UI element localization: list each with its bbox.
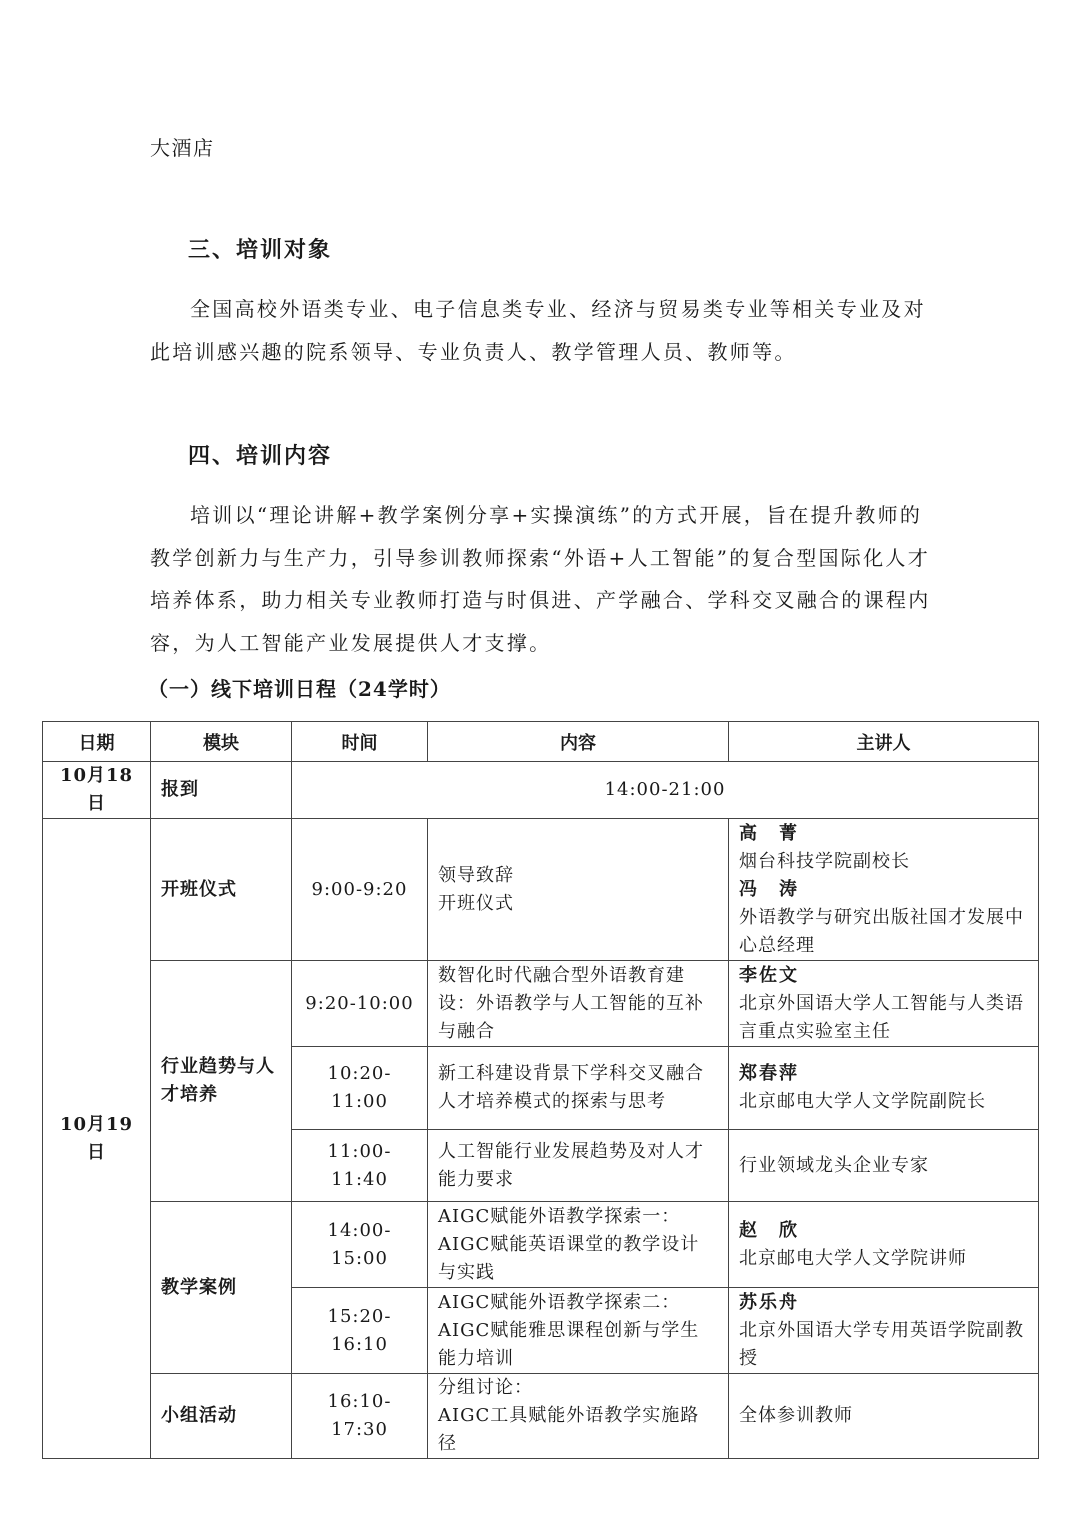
- time-cell: 16:10-17:30: [292, 1374, 428, 1459]
- content-cell: [428, 1047, 729, 1130]
- time-cell: 11:00-11:40: [292, 1130, 428, 1202]
- module-cell: 小组活动: [151, 1374, 292, 1459]
- content-line: 数智化时代融合型外语教育建设：外语教学与人工智能的互补与融合: [438, 964, 704, 1042]
- speaker-cell: [729, 1374, 1039, 1459]
- content-cell: [428, 961, 729, 1047]
- speaker-name: 苏乐舟: [739, 1291, 799, 1313]
- time-cell: 10:20-11:00: [292, 1047, 428, 1130]
- speaker-title: 北京外国语大学专用英语学院副教授: [739, 1319, 1024, 1369]
- speaker-title: 烟台科技学院副校长: [739, 850, 910, 872]
- schedule-title: （一）线下培训日程（24学时）: [148, 677, 451, 701]
- content-cell: [428, 819, 729, 961]
- speaker-title: 北京邮电大学人文学院讲师: [739, 1247, 967, 1269]
- speaker-cell: [729, 1288, 1039, 1374]
- speaker-title: 北京邮电大学人文学院副院长: [739, 1091, 986, 1112]
- schedule-table: [42, 721, 1039, 1459]
- module-cell: 开班仪式: [151, 819, 292, 961]
- speaker-name: 高 菁: [739, 822, 799, 844]
- content-cell: [428, 1374, 729, 1459]
- time-cell: 9:00-9:20: [292, 819, 428, 961]
- speaker-cell: [729, 1202, 1039, 1288]
- speaker-name: 郑春萍: [739, 1063, 799, 1084]
- content-line: 领导致辞: [438, 864, 514, 886]
- content-line: AIGC工具赋能外语教学实施路径: [438, 1405, 700, 1454]
- table-row: [43, 819, 1039, 961]
- section4-heading: 四、培训内容: [188, 443, 333, 469]
- date-cell: 10月19日: [43, 819, 151, 1459]
- content-line: AIGC赋能英语课堂的教学设计与实践: [438, 1233, 700, 1283]
- content-cell: [428, 1202, 729, 1288]
- content-line: 开班仪式: [438, 892, 514, 914]
- speaker-cell: [729, 1130, 1039, 1202]
- time-cell: 15:20-16:10: [292, 1288, 428, 1374]
- time-cell: 14:00-21:00: [292, 762, 1039, 819]
- module-cell: 行业趋势与人才培养: [151, 961, 292, 1202]
- header-speaker: 主讲人: [729, 722, 1039, 762]
- speaker-name: 李佐文: [739, 964, 799, 986]
- content-line: 分组讨论：: [438, 1377, 533, 1398]
- content-line: 新工科建设背景下学科交叉融合人才培养模式的探索与思考: [438, 1063, 704, 1112]
- content-line: AIGC赋能外语教学探索二：: [438, 1291, 681, 1313]
- speaker-title: 外语教学与研究出版社国才发展中心总经理: [739, 906, 1024, 956]
- table-row: [43, 1202, 1039, 1288]
- time-cell: 9:20-10:00: [292, 961, 428, 1047]
- table-header-row: [43, 722, 1039, 762]
- section3-heading: 三、培训对象: [188, 237, 333, 263]
- speaker-cell: [729, 961, 1039, 1047]
- header-time: 时间: [292, 722, 428, 762]
- speaker-name: 赵 欣: [739, 1219, 799, 1241]
- content-cell: [428, 1130, 729, 1202]
- table-row: [43, 961, 1039, 1047]
- speaker-name: 冯 涛: [739, 878, 799, 900]
- table-row: [43, 1374, 1039, 1459]
- intro-tail: 大酒店: [150, 136, 215, 160]
- time-cell: 14:00-15:00: [292, 1202, 428, 1288]
- speaker-title: 行业领域龙头企业专家: [739, 1154, 929, 1176]
- header-module: 模块: [151, 722, 292, 762]
- content-line: 人工智能行业发展趋势及对人才能力要求: [438, 1140, 704, 1190]
- date-cell: 10月18日: [43, 762, 151, 819]
- section3-text: 全国高校外语类专业、电子信息类专业、经济与贸易类专业等相关专业及对此培训感兴趣的院系领导、专业负责人、教学管理人员、教师等。: [150, 297, 926, 364]
- speaker-title: 北京外国语大学人工智能与人类语言重点实验室主任: [739, 992, 1024, 1042]
- speaker-cell: [729, 1047, 1039, 1130]
- module-cell: 报到: [151, 762, 292, 819]
- speaker-title: 全体参训教师: [739, 1405, 853, 1426]
- table-row: [43, 762, 1039, 819]
- module-cell: 教学案例: [151, 1202, 292, 1374]
- content-line: AIGC赋能外语教学探索一：: [438, 1205, 681, 1227]
- content-line: AIGC赋能雅思课程创新与学生能力培训: [438, 1319, 700, 1369]
- header-content: 内容: [428, 722, 729, 762]
- speaker-cell: [729, 819, 1039, 961]
- section4-text: 培训以“理论讲解+教学案例分享+实操演练”的方式开展，旨在提升教师的教学创新力与生产力，引导参训教师探索“外语+人工智能”的复合型国际化人才培养体系，助力相关专业教师打造与时俱进、产学融合、学科交叉融合的课程内容，为人工智能产业发展提供人才支撑。: [150, 503, 931, 655]
- content-cell: [428, 1288, 729, 1374]
- header-date: 日期: [43, 722, 151, 762]
